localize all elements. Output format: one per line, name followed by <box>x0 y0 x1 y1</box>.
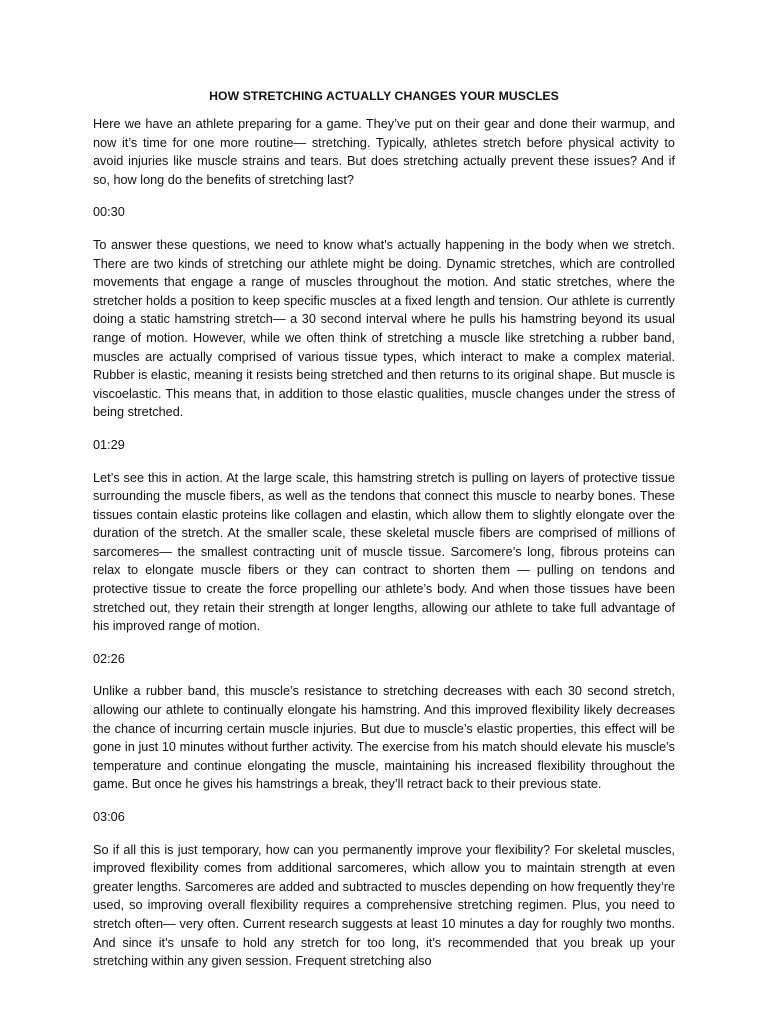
timestamp-0226: 02:26 <box>93 651 125 666</box>
timestamp-0306: 03:06 <box>93 810 125 824</box>
document-page <box>93 88 675 985</box>
paragraph-rubber-band: Unlike a rubber band, this muscle’s resistance to stretching decreases with each 30 second stretch, allowing our athlete to continually elongate his hamstring. And this improved flexibility likely decreases the chance of incurring certain muscle injuries. But due to muscle’s elastic properties, this effect will be gone in just 10 minutes without further activity. The exercise from his match should elevate his muscle’s temperature and continue elongating the muscle, maintaining his increased flexibility throughout the game. But once he gives his hamstrings a break, they’ll retract back to their previous state. <box>93 684 675 792</box>
document-title: HOW STRETCHING ACTUALLY CHANGES YOUR MUSCLES <box>209 89 559 103</box>
paragraph-action: Let’s see this in action. At the large scale, this hamstring stretch is pulling on layers of protective tissue surrounding the muscle fibers, as well as the tendons that connect this muscle to nearby bones. These tissues contain elastic proteins like collagen and elastin, which allow them to slightly elongate over the duration of the stretch. At the smaller scale, these skeletal muscle fibers are comprised of millions of sarcomeres— the smallest contracting unit of muscle tissue. Sarcomere’s long, fibrous proteins can relax to elongate muscle fibers or they can contract to shorten them — pulling on tendons and protective tissue to create the force propelling our athlete’s body. And when those tissues have been stretched out, they retain their strength at longer lengths, allowing our athlete to take full advantage of his improved range of motion. <box>93 470 675 634</box>
paragraph-stretch-types: To answer these questions, we need to know what's actually happening in the body when we stretch. There are two kinds of stretching our athlete might be doing. Dynamic stretches, which are controlled movements that engage a range of muscles throughout the motion. And static stretches, where the stretcher holds a position to keep specific muscles at a fixed length and tension. Our athlete is currently doing a static hamstring stretch— a 30 second interval where he pulls his hamstring beyond its usual range of motion. However, while we often think of stretching a muscle like stretching a rubber band, muscles are actually comprised of various tissue types, which interact to make a complex material. Rubber is elastic, meaning it resists being stretched and then returns to its original shape. But muscle is viscoelastic. This means that, in addition to those elastic qualities, muscle changes under the stress of being stretched. <box>93 237 675 420</box>
paragraph-permanent-flexibility: So if all this is just temporary, how can you permanently improve your flexibility? For skeletal muscles, improved flexibility comes from additional sarcomeres, which allow you to maintain strength at even greater lengths. Sarcomeres are added and subtracted to muscles depending on how frequently they’re used, so improving overall flexibility requires a comprehensive stretching regimen. Plus, you need to stretch often— very often. Current research suggests at least 10 minutes a day for roughly two months. And since it's unsafe to hold any stretch for too long, it's recommended that you break up your stretching within any given session. Frequent stretching also <box>93 842 675 969</box>
timestamp-0129: 01:29 <box>93 437 125 452</box>
paragraph-intro: Here we have an athlete preparing for a game. They’ve put on their gear and done their warmup, and now it’s time for one more routine— stretching. Typically, athletes stretch before physical activity to avoid injuries like muscle strains and tears. But does stretching actually prevent these issues? And if so, how long do the benefits of stretching last? <box>93 117 675 187</box>
timestamp-0030: 00:30 <box>93 205 125 220</box>
